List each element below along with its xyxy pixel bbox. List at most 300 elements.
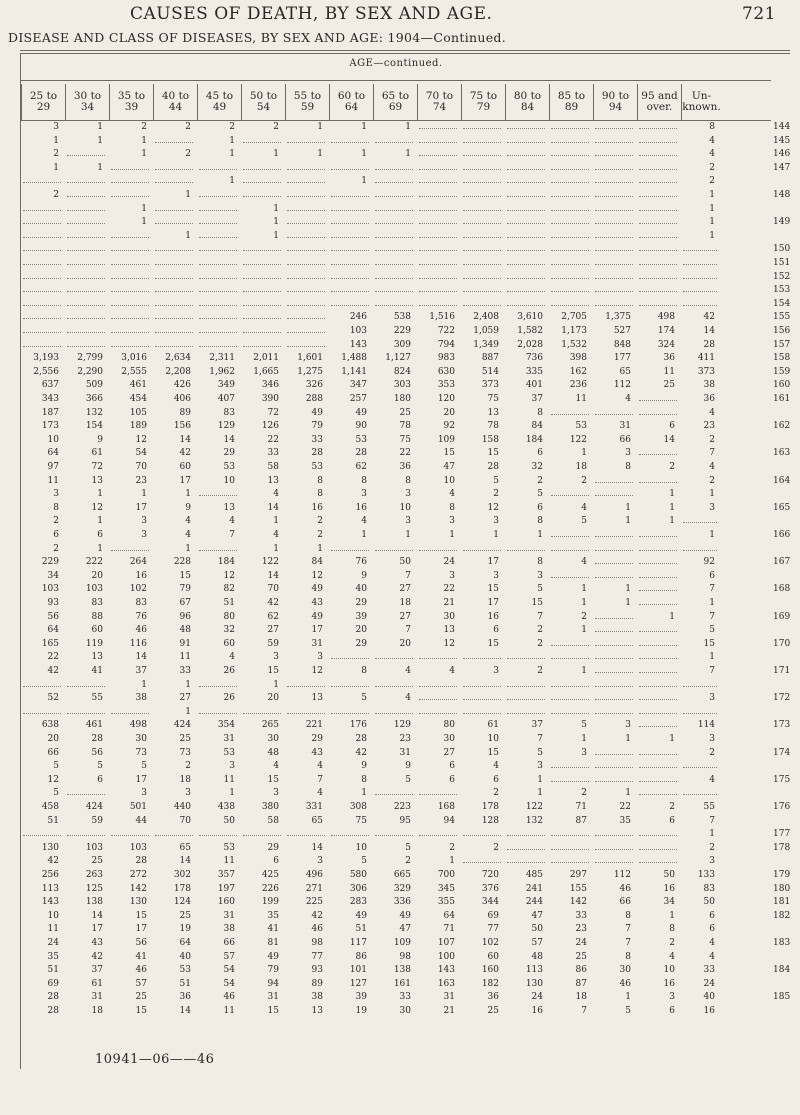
leader-dots <box>507 128 545 130</box>
leader-dots <box>199 318 237 320</box>
table-cell: 28 <box>311 448 323 459</box>
table-cell: 3 <box>493 516 499 527</box>
leader-dots <box>551 237 589 239</box>
table-cell: 89 <box>179 407 191 418</box>
table-row <box>21 503 791 514</box>
table-cell: 2 <box>493 489 499 500</box>
table-cell: 1 <box>273 516 279 527</box>
table-cell: 3 <box>53 489 59 500</box>
table-cell: 3 <box>361 489 367 500</box>
table-cell: 347 <box>349 380 367 391</box>
leader-dots <box>199 210 237 212</box>
table-cell: 4 <box>669 951 675 962</box>
table-cell: 4 <box>185 530 191 540</box>
table-cell: 133 <box>697 870 715 880</box>
leader-dots <box>551 223 589 225</box>
leader-dots <box>67 713 105 715</box>
leader-dots <box>199 237 237 239</box>
table-cell: 13 <box>91 652 103 663</box>
row-number: 149 <box>773 217 791 228</box>
table-cell: 6 <box>493 625 499 636</box>
leader-dots <box>375 291 413 293</box>
table-cell: 94 <box>267 978 279 989</box>
table-cell: 2 <box>53 149 59 160</box>
leader-dots <box>67 794 105 796</box>
table-cell: 25 <box>91 856 103 867</box>
leader-dots <box>199 305 237 307</box>
table-cell: 116 <box>129 638 147 649</box>
leader-dots <box>551 142 589 144</box>
leader-dots <box>595 210 633 212</box>
table-cell: 1 <box>185 543 191 554</box>
table-row <box>21 693 791 704</box>
table-cell: 1,275 <box>297 366 323 377</box>
table-cell: 56 <box>135 938 147 948</box>
table-cell: 8 <box>709 122 715 132</box>
table-cell: 75 <box>487 394 499 404</box>
row-number: 148 <box>773 190 791 200</box>
leader-dots <box>639 536 677 538</box>
table-cell: 33 <box>267 448 279 459</box>
table-cell: 40 <box>355 584 367 595</box>
table-cell: 1 <box>581 625 587 636</box>
leader-dots <box>67 250 105 252</box>
table-row <box>21 530 791 541</box>
table-cell: 7 <box>405 570 411 581</box>
row-number: 166 <box>773 530 791 540</box>
table-cell: 272 <box>129 870 147 880</box>
table-cell: 15 <box>487 448 499 459</box>
table-cell: 31 <box>399 747 411 758</box>
row-number: 154 <box>773 298 791 309</box>
table-cell: 1 <box>449 856 455 867</box>
leader-dots <box>375 250 413 252</box>
table-cell: 41 <box>135 951 147 962</box>
leader-dots <box>199 223 237 225</box>
table-cell: 1 <box>229 135 235 146</box>
table-cell: 17 <box>311 625 323 636</box>
table-cell: 1,375 <box>605 312 631 323</box>
leader-dots <box>639 781 677 783</box>
leader-dots <box>683 794 717 796</box>
leader-dots <box>639 590 677 592</box>
leader-dots <box>375 713 413 715</box>
leader-dots <box>551 128 589 130</box>
table-cell: 538 <box>393 312 411 323</box>
table-cell: 6 <box>669 815 675 826</box>
table-cell: 3,193 <box>33 353 59 364</box>
table-cell: 485 <box>525 870 543 880</box>
table-cell: 3 <box>229 761 235 772</box>
table-cell: 16 <box>311 502 323 513</box>
table-cell: 2 <box>53 543 59 554</box>
table-cell: 343 <box>41 394 59 404</box>
table-cell: 4 <box>405 693 411 704</box>
table-cell: 10 <box>443 475 455 486</box>
table-cell: 7 <box>709 584 715 595</box>
leader-dots <box>419 223 457 225</box>
leader-dots <box>551 264 589 266</box>
table-cell: 53 <box>223 747 235 758</box>
table-cell: 57 <box>531 938 543 948</box>
leader-dots <box>551 291 589 293</box>
data-table <box>20 54 791 1069</box>
table-cell: 10 <box>223 475 235 486</box>
table-cell: 1 <box>669 910 675 921</box>
table-cell: 79 <box>267 965 279 976</box>
leader-dots <box>331 264 369 266</box>
leader-dots <box>595 577 633 579</box>
table-cell: 3 <box>449 570 455 581</box>
table-cell: 1 <box>97 543 103 554</box>
table-cell: 161 <box>393 978 411 989</box>
table-cell: 17 <box>91 924 103 935</box>
leader-dots <box>419 210 457 212</box>
leader-dots <box>419 835 457 837</box>
table-cell: 49 <box>311 584 323 595</box>
row-number: 168 <box>773 584 791 595</box>
table-cell: 32 <box>223 625 235 636</box>
table-cell: 8 <box>537 557 543 568</box>
table-cell: 28 <box>135 856 147 867</box>
table-cell: 79 <box>179 584 191 595</box>
table-cell: 30 <box>619 965 631 976</box>
leader-dots <box>595 699 633 701</box>
table-cell: 6 <box>709 924 715 935</box>
table-cell: 13 <box>267 475 279 486</box>
table-cell: 2 <box>709 475 715 486</box>
table-cell: 271 <box>305 883 323 894</box>
table-row <box>21 897 791 908</box>
leader-dots <box>419 250 457 252</box>
leader-dots <box>507 550 545 552</box>
leader-dots <box>463 250 501 252</box>
leader-dots <box>155 291 193 293</box>
table-cell: 160 <box>481 965 499 976</box>
table-cell: 11 <box>575 394 587 404</box>
table-cell: 1 <box>97 162 103 173</box>
leader-dots <box>463 155 501 157</box>
table-cell: 39 <box>355 611 367 622</box>
table-cell: 25 <box>179 910 191 921</box>
table-cell: 8 <box>625 910 631 921</box>
table-cell: 129 <box>393 720 411 731</box>
table-cell: 1,127 <box>385 353 411 364</box>
table-cell: 38 <box>311 992 323 1003</box>
table-cell: 2 <box>669 462 675 472</box>
table-cell: 50 <box>399 557 411 568</box>
table-cell: 143 <box>437 965 455 976</box>
leader-dots <box>67 318 105 320</box>
table-cell: 9 <box>361 761 367 772</box>
leader-dots <box>375 169 413 171</box>
table-cell: 7 <box>709 815 715 826</box>
table-cell: 226 <box>261 883 279 894</box>
table-cell: 6 <box>273 856 279 867</box>
table-cell: 1 <box>361 788 367 799</box>
table-cell: 398 <box>569 353 587 364</box>
leader-dots <box>683 550 717 552</box>
table-cell: 92 <box>443 421 455 432</box>
leader-dots <box>551 645 589 647</box>
table-cell: 2 <box>141 122 147 132</box>
leader-dots <box>463 237 501 239</box>
table-cell: 1 <box>97 135 103 146</box>
table-cell: 1,488 <box>341 353 367 364</box>
table-cell: 2 <box>317 516 323 527</box>
table-cell: 2 <box>493 788 499 799</box>
leader-dots <box>463 305 501 307</box>
table-cell: 25 <box>663 380 675 391</box>
leader-dots <box>463 223 501 225</box>
table-cell: 5 <box>581 516 587 527</box>
table-cell: 58 <box>267 815 279 826</box>
leader-dots <box>287 686 325 688</box>
leader-dots <box>287 291 325 293</box>
table-cell: 7 <box>709 611 715 622</box>
table-cell: 70 <box>267 584 279 595</box>
table-cell: 30 <box>443 611 455 622</box>
table-cell: 38 <box>223 924 235 935</box>
row-number: 156 <box>773 326 791 336</box>
leader-dots <box>243 142 281 144</box>
leader-dots <box>639 237 677 239</box>
table-cell: 2,028 <box>517 339 543 350</box>
leader-dots <box>595 155 633 157</box>
table-cell: 13 <box>91 475 103 486</box>
table-cell: 3 <box>709 502 715 513</box>
row-number: 170 <box>773 638 791 649</box>
table-cell: 6 <box>449 761 455 772</box>
table-cell: 19 <box>179 924 191 935</box>
table-cell: 88 <box>91 611 103 622</box>
leader-dots <box>375 237 413 239</box>
leader-dots <box>287 305 325 307</box>
table-cell: 33 <box>703 965 715 976</box>
table-cell: 49 <box>311 407 323 418</box>
leader-dots <box>639 699 677 701</box>
table-cell: 92 <box>703 557 715 568</box>
table-cell: 56 <box>47 611 59 622</box>
table-cell: 514 <box>481 366 499 377</box>
table-cell: 71 <box>443 924 455 935</box>
table-cell: 3 <box>537 761 543 772</box>
table-cell: 18 <box>399 598 411 608</box>
leader-dots <box>683 522 717 524</box>
table-cell: 1 <box>141 203 147 214</box>
leader-dots <box>375 210 413 212</box>
table-cell: 736 <box>525 353 543 364</box>
table-cell: 78 <box>399 421 411 432</box>
table-cell: 2 <box>669 802 675 812</box>
leader-dots <box>551 169 589 171</box>
table-cell: 28 <box>703 339 715 350</box>
leader-dots <box>419 196 457 198</box>
table-cell: 246 <box>349 312 367 323</box>
table-cell: 336 <box>393 897 411 908</box>
table-cell: 10 <box>355 842 367 853</box>
table-cell: 11 <box>47 475 59 486</box>
leader-dots <box>595 781 633 783</box>
table-cell: 1 <box>709 652 715 663</box>
leader-dots <box>23 686 61 688</box>
table-cell: 1 <box>625 584 631 595</box>
table-cell: 67 <box>179 598 191 608</box>
table-cell: 113 <box>41 883 59 894</box>
table-cell: 127 <box>349 978 367 989</box>
table-cell: 4 <box>405 666 411 676</box>
leader-dots <box>595 414 633 416</box>
table-cell: 132 <box>525 815 543 826</box>
page-number: 721 <box>742 4 776 24</box>
table-cell: 49 <box>267 951 279 962</box>
table-cell: 22 <box>267 434 279 445</box>
table-cell: 1 <box>97 516 103 527</box>
table-cell: 424 <box>173 720 191 731</box>
row-number: 167 <box>773 557 791 568</box>
table-body <box>21 122 791 1072</box>
leader-dots <box>507 210 545 212</box>
table-cell: 2 <box>537 638 543 649</box>
table-cell: 53 <box>223 462 235 472</box>
table-cell: 15 <box>487 584 499 595</box>
table-cell: 5 <box>53 761 59 772</box>
table-cell: 3 <box>141 530 147 540</box>
table-cell: 16 <box>663 883 675 894</box>
leader-dots <box>331 142 369 144</box>
column-header: 95 and over. <box>637 84 681 120</box>
leader-dots <box>683 305 717 307</box>
table-cell: 1 <box>625 516 631 527</box>
table-cell: 70 <box>135 462 147 472</box>
table-cell: 28 <box>355 734 367 744</box>
table-cell: 20 <box>91 570 103 581</box>
leader-dots <box>639 128 677 130</box>
leader-dots <box>639 305 677 307</box>
table-cell: 25 <box>135 992 147 1003</box>
table-row <box>21 285 791 296</box>
table-cell: 12 <box>487 502 499 513</box>
table-cell: 221 <box>305 720 323 731</box>
leader-dots <box>67 196 105 198</box>
table-cell: 302 <box>173 870 191 880</box>
leader-dots <box>419 291 457 293</box>
table-cell: 297 <box>569 870 587 880</box>
table-cell: 22 <box>443 584 455 595</box>
table-cell: 794 <box>437 339 455 350</box>
table-cell: 5 <box>537 747 543 758</box>
table-cell: 3 <box>625 720 631 731</box>
table-cell: 27 <box>179 693 191 704</box>
table-row <box>21 884 791 895</box>
table-cell: 12 <box>311 666 323 676</box>
table-cell: 70 <box>179 815 191 826</box>
table-cell: 4 <box>229 516 235 527</box>
table-cell: 23 <box>399 734 411 744</box>
table-cell: 16 <box>135 570 147 581</box>
table-cell: 46 <box>135 625 147 636</box>
table-cell: 7 <box>405 625 411 636</box>
leader-dots <box>639 577 677 579</box>
leader-dots <box>287 169 325 171</box>
table-cell: 61 <box>487 720 499 731</box>
table-cell: 31 <box>443 992 455 1003</box>
leader-dots <box>639 250 677 252</box>
leader-dots <box>507 182 545 184</box>
leader-dots <box>287 318 325 320</box>
table-cell: 19 <box>355 1006 367 1016</box>
table-cell: 8 <box>625 462 631 472</box>
table-cell: 178 <box>173 883 191 894</box>
table-cell: 43 <box>311 598 323 608</box>
table-row <box>21 639 791 650</box>
table-cell: 4 <box>449 489 455 500</box>
leader-dots <box>375 142 413 144</box>
table-cell: 498 <box>129 720 147 731</box>
table-cell: 256 <box>41 870 59 880</box>
table-row <box>21 952 791 963</box>
leader-dots <box>595 658 633 660</box>
leader-dots <box>507 237 545 239</box>
table-row <box>21 571 791 582</box>
table-cell: 1 <box>537 774 543 785</box>
leader-dots <box>419 237 457 239</box>
table-cell: 1 <box>405 122 411 132</box>
table-cell: 5 <box>537 584 543 595</box>
leader-dots <box>639 563 677 565</box>
table-cell: 54 <box>223 978 235 989</box>
table-cell: 1 <box>185 679 191 690</box>
table-cell: 31 <box>311 638 323 649</box>
leader-dots <box>595 686 633 688</box>
table-cell: 722 <box>437 326 455 336</box>
table-cell: 17 <box>135 774 147 785</box>
table-cell: 37 <box>91 965 103 976</box>
table-cell: 33 <box>179 666 191 676</box>
leader-dots <box>507 686 545 688</box>
table-cell: 38 <box>703 380 715 391</box>
leader-dots <box>463 658 501 660</box>
leader-dots <box>463 210 501 212</box>
table-cell: 42 <box>267 598 279 608</box>
leader-dots <box>155 210 193 212</box>
table-cell: 65 <box>311 815 323 826</box>
table-cell: 4 <box>185 516 191 527</box>
leader-dots <box>419 142 457 144</box>
table-cell: 11 <box>223 774 235 785</box>
table-cell: 3 <box>185 788 191 799</box>
table-row <box>21 856 791 867</box>
table-cell: 5 <box>405 774 411 785</box>
table-row <box>21 992 791 1003</box>
table-cell: 2 <box>709 747 715 758</box>
table-cell: 8 <box>537 407 543 418</box>
table-cell: 1 <box>53 162 59 173</box>
table-cell: 720 <box>481 870 499 880</box>
leader-dots <box>595 305 633 307</box>
table-cell: 176 <box>349 720 367 731</box>
table-cell: 80 <box>223 611 235 622</box>
table-cell: 71 <box>575 802 587 812</box>
table-cell: 30 <box>267 734 279 744</box>
table-cell: 184 <box>525 434 543 445</box>
table-cell: 3 <box>53 122 59 132</box>
leader-dots <box>419 550 457 552</box>
table-cell: 16 <box>531 1006 543 1016</box>
table-cell: 3 <box>317 652 323 663</box>
leader-dots <box>331 835 369 837</box>
leader-dots <box>199 550 237 552</box>
